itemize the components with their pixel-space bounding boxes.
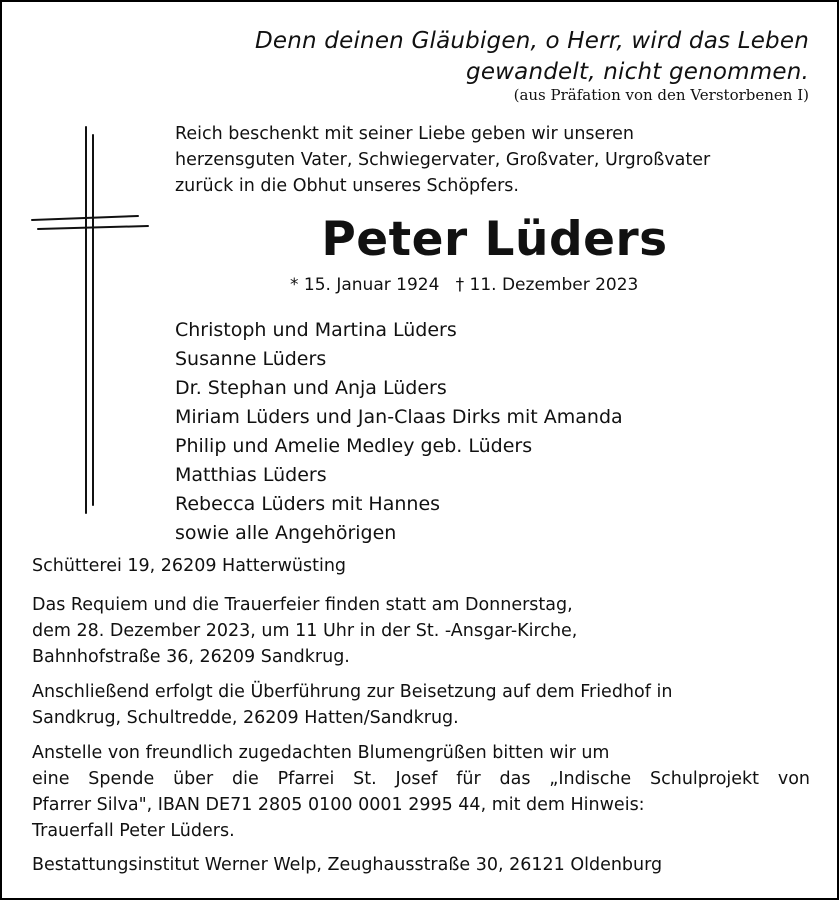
death-date: † 11. Dezember 2023 — [455, 275, 639, 295]
donation-line-3: Pfarrer Silva", IBAN DE71 2805 0100 0001 2995 44, mit dem Hinweis: — [32, 795, 645, 815]
intro-line-2: herzensguten Vater, Schwiegervater, Großvater, Urgroßvater — [175, 150, 711, 170]
donation-line-1: Anstelle von freundlich zugedachten Blumengrüßen bitten wir um — [32, 743, 610, 763]
undertaker-info: Bestattungsinstitut Werner Welp, Zeughausstraße 30, 26121 Oldenburg — [32, 855, 663, 875]
donation-line-4: Trauerfall Peter Lüders. — [32, 821, 235, 841]
mourner: Susanne Lüders — [175, 348, 327, 370]
life-dates — [290, 275, 638, 295]
quote-source: (aus Präfation von den Verstorbenen I) — [513, 86, 809, 104]
intro-line-1: Reich beschenkt mit seiner Liebe geben wir unseren — [175, 124, 634, 144]
funeral-line-1: Das Requiem und die Trauerfeier finden statt am Donnerstag, — [32, 595, 573, 615]
family-address: Schütterei 19, 26209 Hatterwüsting — [32, 556, 347, 576]
intro-line-3: zurück in die Obhut unseres Schöpfers. — [175, 176, 519, 196]
mourner: Dr. Stephan und Anja Lüders — [175, 377, 447, 399]
mourner: Philip und Amelie Medley geb. Lüders — [175, 435, 533, 457]
burial-line-2: Sandkrug, Schultredde, 26209 Hatten/Sandkrug. — [32, 708, 459, 728]
funeral-info — [32, 592, 810, 670]
burial-line-1: Anschließend erfolgt die Überführung zur Beisetzung auf dem Friedhof in — [32, 682, 673, 702]
donation-line-2: eine Spende über die Pfarrei St. Josef für das „Indische Schulprojekt von — [32, 769, 810, 789]
mourner: Miriam Lüders und Jan-Claas Dirks mit Amanda — [175, 406, 623, 428]
funeral-line-2: dem 28. Dezember 2023, um 11 Uhr in der St. -Ansgar-Kirche, — [32, 621, 578, 641]
funeral-line-3: Bahnhofstraße 36, 26209 Sandkrug. — [32, 647, 350, 667]
bible-quote — [169, 26, 809, 88]
donation-info — [32, 740, 810, 844]
mourner: sowie alle Angehörigen — [175, 522, 397, 544]
mourner: Rebecca Lüders mit Hannes — [175, 493, 441, 515]
mourners-list — [175, 316, 623, 548]
quote-line-2: gewandelt, nicht genommen. — [466, 59, 809, 85]
birth-date: * 15. Januar 1924 — [290, 275, 440, 295]
burial-info — [32, 679, 810, 731]
mourner: Christoph und Martina Lüders — [175, 319, 457, 341]
intro-text — [175, 121, 815, 199]
cross-icon — [30, 125, 150, 515]
mourner: Matthias Lüders — [175, 464, 327, 486]
deceased-name: Peter Lüders — [321, 212, 668, 267]
quote-line-1: Denn deinen Gläubigen, o Herr, wird das Leben — [254, 28, 809, 54]
